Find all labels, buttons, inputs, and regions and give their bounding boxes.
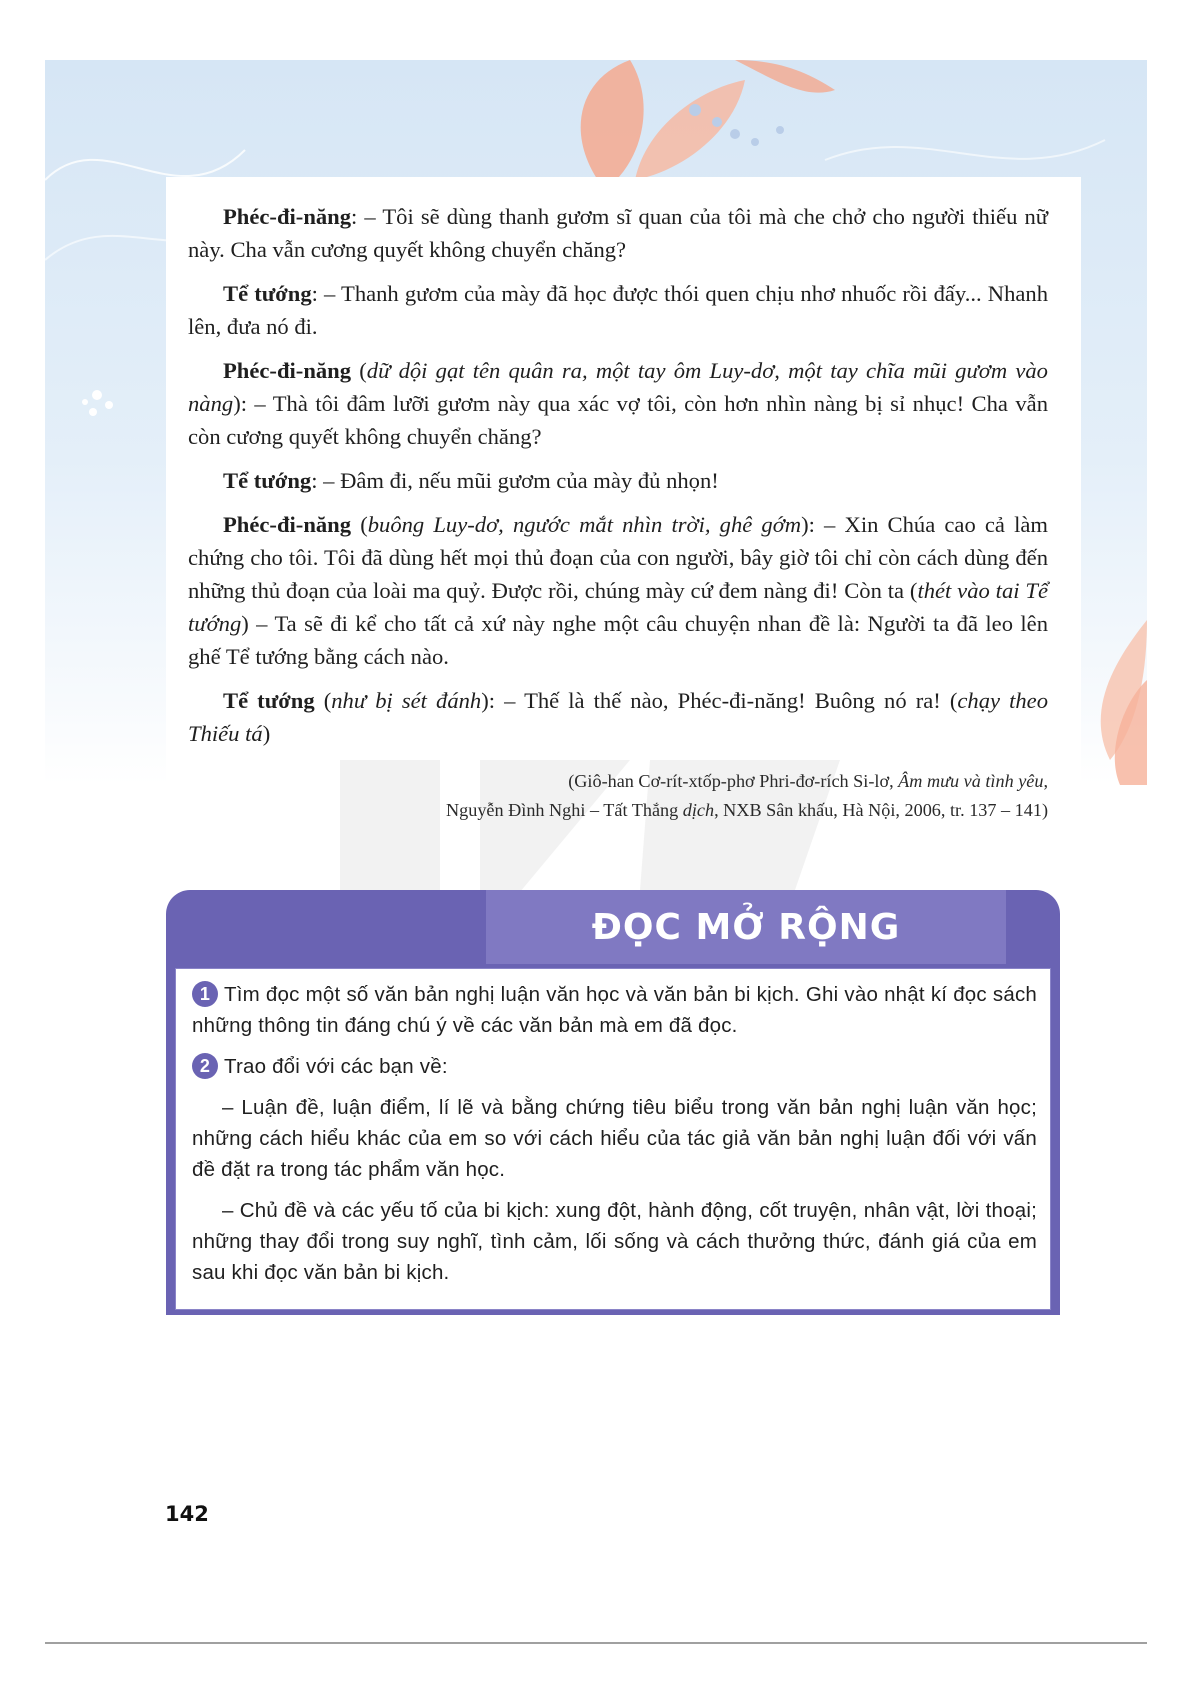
task-item-2 [192,1051,1037,1082]
extended-reading-title: ĐỌC MỞ RỘNG [591,907,901,948]
page-number: 142 [165,1502,209,1526]
stage-direction: dữ dội gạt tên quân ra, một tay ôm Luy-dơ, một tay chĩa mũi gươm vào nàng [188,358,1048,416]
footer-divider [45,1642,1147,1644]
speech-text: ): – Thế là thế nào, Phéc-đi-năng! Buông nó ra! ( [481,688,958,713]
citation-line-2: Nguyễn Đình Nghi – Tất Thắng dịch, NXB Sân khấu, Hà Nội, 2006, tr. 137 – 141) [446,800,1048,820]
speaker-name: Tể tướng [223,688,315,713]
speech-text: ): – Xin Chúa cao cả làm chứng cho tôi. Tôi đã dùng hết mọi thủ đoạn của con người, bây giờ tôi chỉ còn cách dùng đến những thủ đoạn của loài ma quỷ. Được rồi, chúng mày cứ đem nàng đi! Còn ta ( [188,512,1048,603]
task-text: Trao đổi với các bạn về: [224,1055,448,1078]
stage-direction: như bị sét đánh [331,688,482,713]
discussion-point: – Chủ đề và các yếu tố của bi kịch: xung đột, hành động, cốt truyện, nhân vật, lời thoại; những thay đổi trong suy nghĩ, tình cảm, lối sống và cách thưởng thức, đánh giá của em sau khi đọc văn bản bi kịch. [192,1199,1037,1284]
speech-text: : – Đâm đi, nếu mũi gươm của mày đủ nhọn! [311,468,719,493]
stage-direction: buông Luy-dơ, ngước mắt nhìn trời, ghê gớm [367,512,802,537]
extended-reading-box [166,890,1060,1315]
extended-reading-content [175,968,1051,1310]
speaker-name: Tể tướng [223,281,312,306]
speech-text: ) – Ta sẽ đi kể cho tất cả xứ này nghe một câu chuyện nhan đề là: Người ta đã leo lên ghế Tể tướng bằng cách nào. [188,611,1048,669]
dialogue-line [188,277,1048,343]
speaker-name: Phéc-đi-năng [223,358,352,383]
speaker-name: Phéc-đi-năng [223,512,352,537]
speaker-name: Tể tướng [223,468,312,493]
work-title: Âm mưu và tình yêu [898,771,1044,791]
play-excerpt [188,200,1048,761]
stage-direction: thét vào tai Tể tướng [188,578,1048,636]
stage-direction: chạy theo Thiếu tá [188,688,1048,746]
translated-label: dịch [682,800,715,820]
speech-text: ): – Thà tôi đâm lưỡi gươm này qua xác vợ tôi, còn hơn nhìn nàng bị sỉ nhục! Cha vẫn còn cương quyết không chuyển chăng? [188,391,1048,449]
dialogue-line: Phéc-đi-năng (buông Luy-dơ, ngước mắt nhìn trời, ghê gớm): – Xin Chúa cao cả làm chứng cho tôi. Tôi đã dùng hết mọi thủ đoạn của con người, bây giờ tôi chỉ còn cách dùng đến những thủ đoạn của loài ma quỷ. Được rồi, chúng mày cứ đem nàng đi! Còn ta (thét vào tai Tể tướng) – Ta sẽ đi kể cho tất cả xứ này nghe một câu chuyện nhan đề là: Người ta đã leo lên ghế Tể tướng bằng cách nào. [188,512,1048,669]
speech-text: ) [262,721,271,746]
dialogue-line: Phéc-đi-năng (dữ dội gạt tên quân ra, một tay ôm Luy-dơ, một tay chĩa mũi gươm vào nàng): – Thà tôi đâm lưỡi gươm này qua xác vợ tôi, còn hơn nhìn nàng bị sỉ nhục! Cha vẫn còn cương quyết không chuyển chăng? [188,358,1048,449]
number-badge: 2 [192,1053,218,1079]
speech-text: : – Tôi sẽ dùng thanh gươm sĩ quan của tôi mà che chở cho người thiếu nữ này. Cha vẫn cương quyết không chuyển chăng? [188,204,1048,262]
dialogue-line [188,200,1048,266]
speech-text: : – Thanh gươm của mày đã học được thói quen chịu nhơ nhuốc rồi đấy... Nhanh lên, đưa nó đi. [188,281,1049,339]
discussion-point: – Luận đề, luận điểm, lí lẽ và bằng chứng tiêu biểu trong văn bản nghị luận văn học; những cách hiểu khác của em so với cách hiểu của tác giả văn bản nghị luận đối với vấn đề đặt ra trong tác phẩm văn học. [192,1096,1037,1181]
dialogue-line: Tể tướng (như bị sét đánh): – Thế là thế nào, Phéc-đi-năng! Buông nó ra! (chạy theo Thiếu tá) [188,688,1048,746]
speaker-name: Phéc-đi-năng [223,204,352,229]
task-text: Tìm đọc một số văn bản nghị luận văn học và văn bản bi kịch. Ghi vào nhật kí đọc sách những thông tin đáng chú ý về các văn bản mà em đã đọc. [192,983,1037,1037]
task-item-1 [192,979,1037,1041]
source-citation [300,767,1048,825]
dialogue-line [188,464,1048,497]
citation-line-1: (Giô-han Cơ-rít-xtốp-phơ Phri-đơ-rích Si-lơ, Âm mưu và tình yêu, [568,771,1048,791]
extended-reading-header [486,890,1006,964]
number-badge: 1 [192,981,218,1007]
